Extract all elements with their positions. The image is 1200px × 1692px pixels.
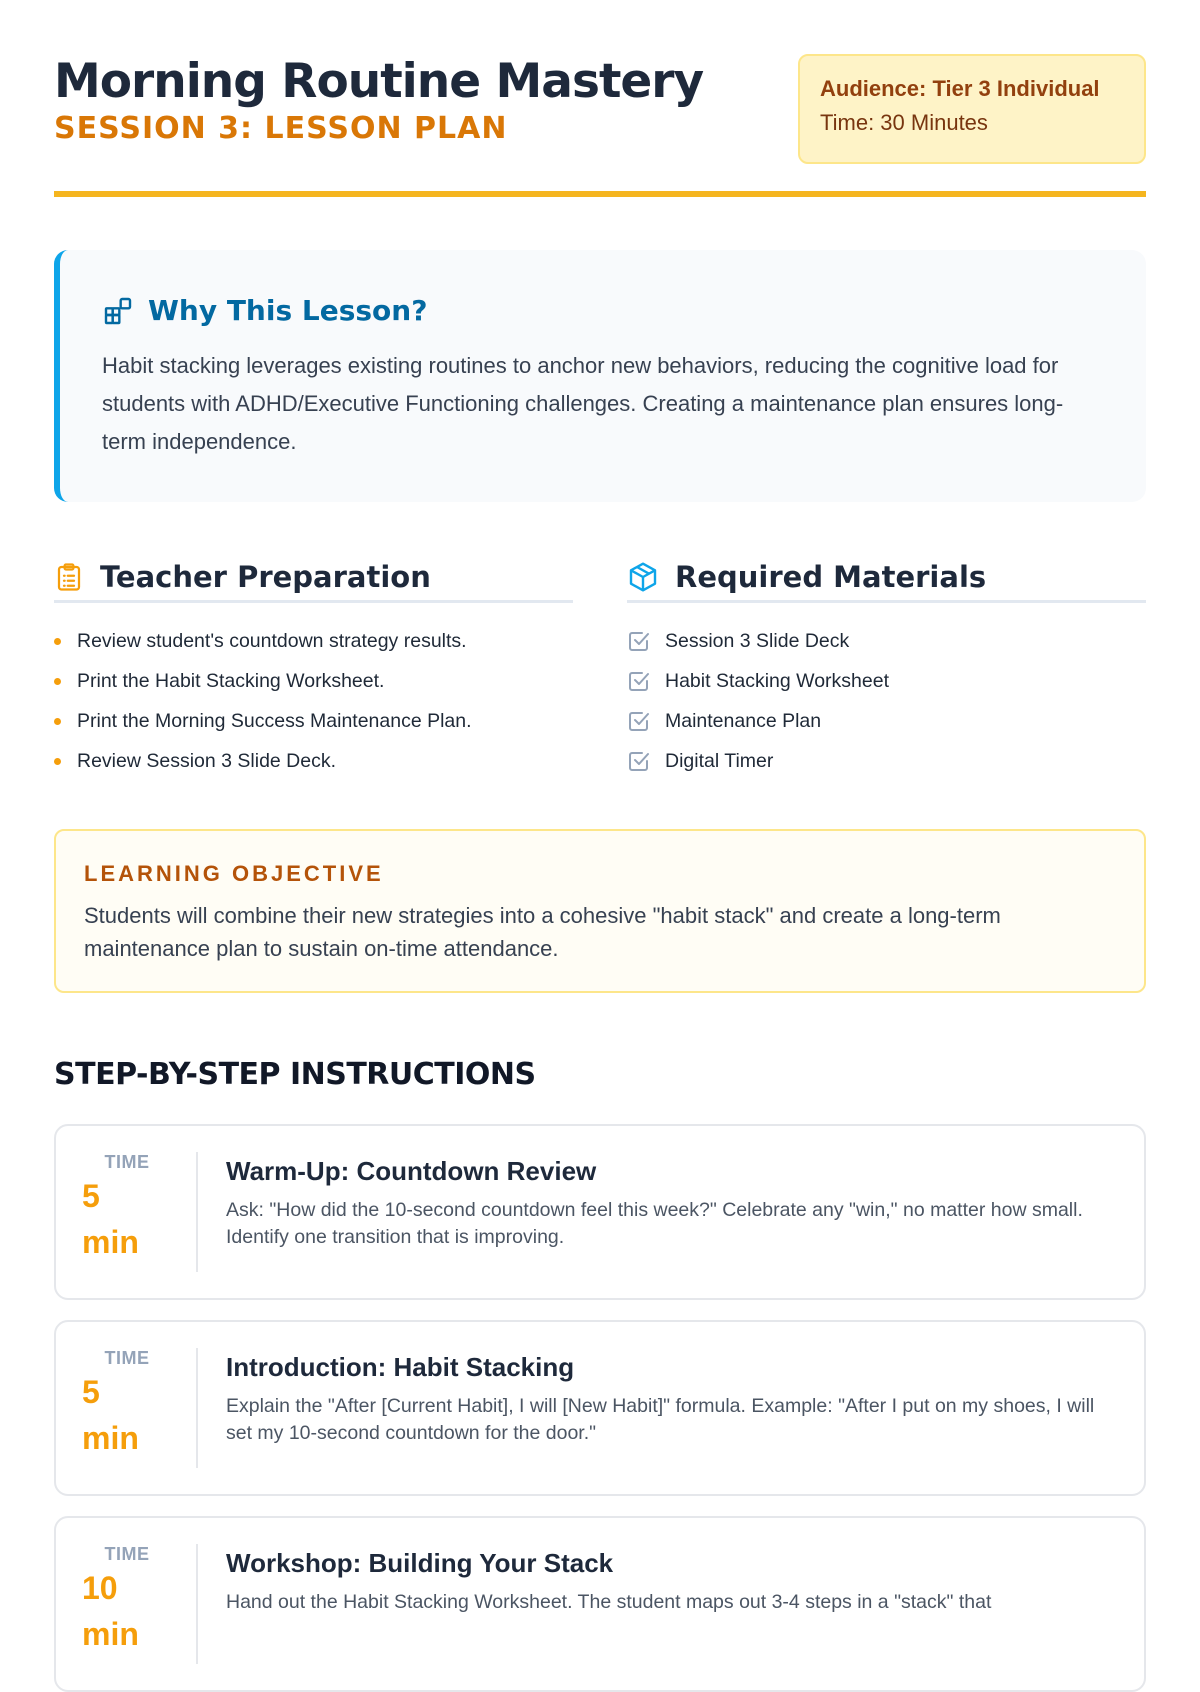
bullet-dot-icon: [54, 718, 61, 725]
list-item: Digital Timer: [627, 741, 1146, 781]
step-time: [56, 1544, 198, 1664]
time-value: 5 min: [82, 1178, 139, 1260]
step-title: Workshop: Building Your Stack: [226, 1548, 614, 1578]
learning-objective-text: Students will combine their new strategies into a cohesive "habit stack" and create a long-term maintenance plan to sustain on-time attendance.: [84, 903, 1001, 961]
list-item: Habit Stacking Worksheet: [627, 661, 1146, 701]
checkbox-checked-icon: [627, 709, 651, 733]
step-time: [56, 1152, 198, 1272]
checkbox-checked-icon: [627, 669, 651, 693]
prep-materials-columns: [54, 560, 1146, 781]
header: [54, 0, 1146, 197]
step-card: [54, 1124, 1146, 1300]
time-value: 10 min: [82, 1570, 139, 1652]
time-label: TIME: [104, 1348, 150, 1368]
teacher-preparation-title: Teacher Preparation: [100, 560, 431, 594]
list-item: Session 3 Slide Deck: [627, 621, 1146, 661]
checkbox-checked-icon: [627, 749, 651, 773]
required-materials-heading: [627, 560, 1146, 603]
teacher-preparation-heading: [54, 560, 573, 603]
step-title: Warm-Up: Countdown Review: [226, 1156, 597, 1186]
step-card: [54, 1320, 1146, 1496]
step-body: [198, 1152, 1144, 1272]
step-description: Ask: "How did the 10-second countdown feel this week?" Celebrate any "win," no matter how small. Identify one transition that is improving.: [226, 1199, 1083, 1248]
why-text: Habit stacking leverages existing routines to anchor new behaviors, reducing the cognitive load for students with ADHD/Executive Functioning challenges. Creating a maintenance plan ensures long-term independence.: [102, 353, 1064, 454]
steps-title: STEP-BY-STEP INSTRUCTIONS: [54, 1057, 536, 1092]
step-body: [198, 1544, 1021, 1664]
list-item: Review Session 3 Slide Deck.: [54, 741, 573, 781]
bullet-dot-icon: [54, 638, 61, 645]
step-card: [54, 1516, 1146, 1692]
required-materials-title: Required Materials: [675, 560, 987, 594]
bullet-dot-icon: [54, 678, 61, 685]
prep-list: [54, 621, 573, 781]
list-item: Print the Morning Success Maintenance Plan.: [54, 701, 573, 741]
checkbox-checked-icon: [627, 629, 651, 653]
duration-text: Time: 30 Minutes: [820, 110, 988, 135]
required-materials-section: [627, 560, 1146, 781]
learning-objective-box: [54, 829, 1146, 993]
clipboard-icon: [54, 561, 84, 593]
time-label: TIME: [104, 1544, 150, 1564]
materials-list: [627, 621, 1146, 781]
list-item: Maintenance Plan: [627, 701, 1146, 741]
step-title: Introduction: Habit Stacking: [226, 1352, 575, 1382]
package-icon: [627, 561, 659, 593]
step-description: Hand out the Habit Stacking Worksheet. The student maps out 3-4 steps in a "stack" that: [226, 1591, 992, 1613]
list-item: Review student's countdown strategy results.: [54, 621, 573, 661]
blocks-icon: [102, 295, 134, 327]
page-title: Morning Routine Mastery: [54, 54, 704, 109]
page-subtitle: SESSION 3: LESSON PLAN: [54, 111, 508, 147]
why-title: Why This Lesson?: [148, 294, 428, 327]
time-label: TIME: [104, 1152, 150, 1172]
audience-text: Audience: Tier 3 Individual: [820, 76, 1100, 101]
teacher-preparation-section: [54, 560, 573, 781]
why-this-lesson-box: [54, 250, 1146, 502]
learning-objective-label: LEARNING OBJECTIVE: [84, 861, 384, 886]
why-heading: [102, 294, 1104, 327]
step-time: [56, 1348, 198, 1468]
step-description: Explain the "After [Current Habit], I will [New Habit]" formula. Example: "After I put on my shoes, I will set my 10-second countdown for the door.": [226, 1395, 1095, 1444]
list-item: Print the Habit Stacking Worksheet.: [54, 661, 573, 701]
step-body: [198, 1348, 1144, 1468]
bullet-dot-icon: [54, 758, 61, 765]
audience-info-box: [798, 54, 1146, 164]
time-value: 5 min: [82, 1374, 139, 1456]
